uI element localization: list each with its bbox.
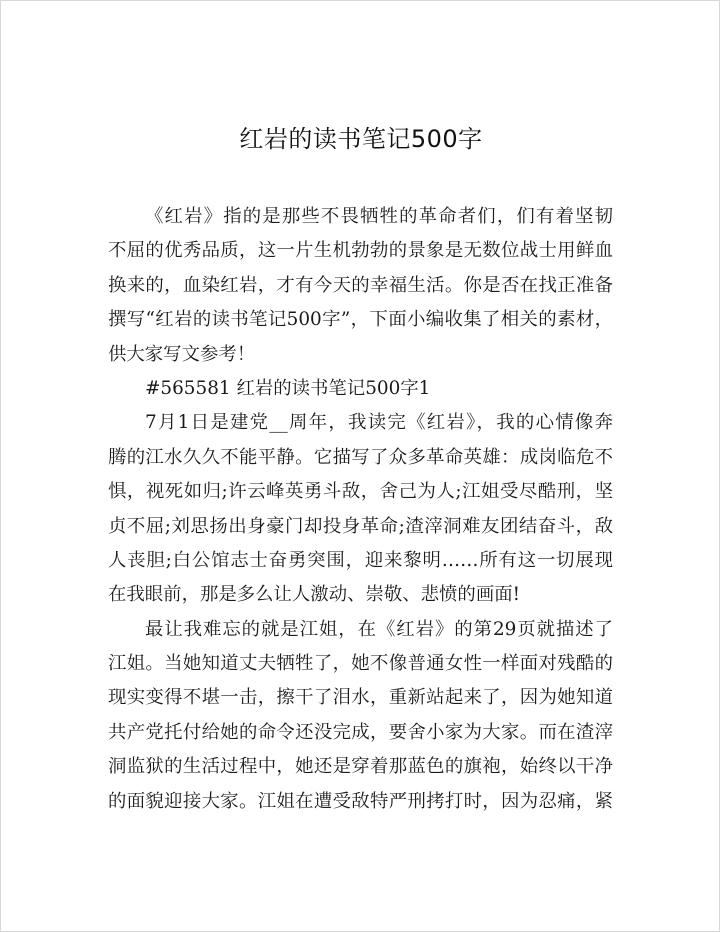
- document-body: [108, 200, 613, 819]
- body-line: 共产党托付给她的命令还没完成，要舍小家为大家。而在渣滓: [108, 721, 613, 743]
- body-line: 撰写“红岩的读书笔记500字”，下面小编收集了相关的素材，: [108, 309, 613, 331]
- body-line: 换来的，血染红岩，才有今天的幸福生活。你是否在找正准备: [108, 274, 613, 296]
- body-line: 《红岩》指的是那些不畏牺牲的革命者们，们有着坚韧: [145, 206, 613, 227]
- body-line: 现实变得不堪一击，擦干了泪水，重新站起来了，因为她知道: [108, 687, 613, 709]
- body-line: 最让我难忘的就是江姐，在《红岩》的第29页就描述了: [145, 618, 613, 640]
- body-line: #565581 红岩的读书笔记500字1: [145, 377, 431, 399]
- body-line: 腾的江水久久不能平静。它描写了众多革命英雄：成岗临危不: [108, 446, 613, 468]
- body-line: 不屈的优秀品质，这一片生机勃勃的景象是无数位战士用鲜血: [108, 240, 613, 262]
- body-line: 在我眼前，那是多么让人激动、崇敬、悲愤的画面!: [108, 584, 520, 606]
- body-line: 贞不屈;刘思扬出身豪门却投身革命;渣滓洞难友团结奋斗，敌: [108, 515, 613, 537]
- body-line: 7月1日是建党__周年，我读完《红岩》，我的心情像奔: [145, 412, 613, 434]
- body-line: 人丧胆;白公馆志士奋勇突围，迎来黎明……所有这一切展现: [108, 549, 613, 571]
- document-title: 红岩的读书笔记500字: [239, 125, 483, 153]
- body-line: 江姐。当她知道丈夫牺牲了，她不像普通女性一样面对残酷的: [108, 653, 613, 675]
- body-line: 惧，视死如归;许云峰英勇斗敌，舍己为人;江姐受尽酷刑，坚: [108, 481, 613, 503]
- body-line: 供大家写文参考！: [108, 343, 256, 365]
- body-line: 洞监狱的生活过程中，她还是穿着那蓝色的旗袍，始终以干净: [108, 756, 613, 778]
- body-line: 的面貌迎接大家。江姐在遭受敌特严刑拷打时，因为忍痛，紧: [108, 790, 613, 812]
